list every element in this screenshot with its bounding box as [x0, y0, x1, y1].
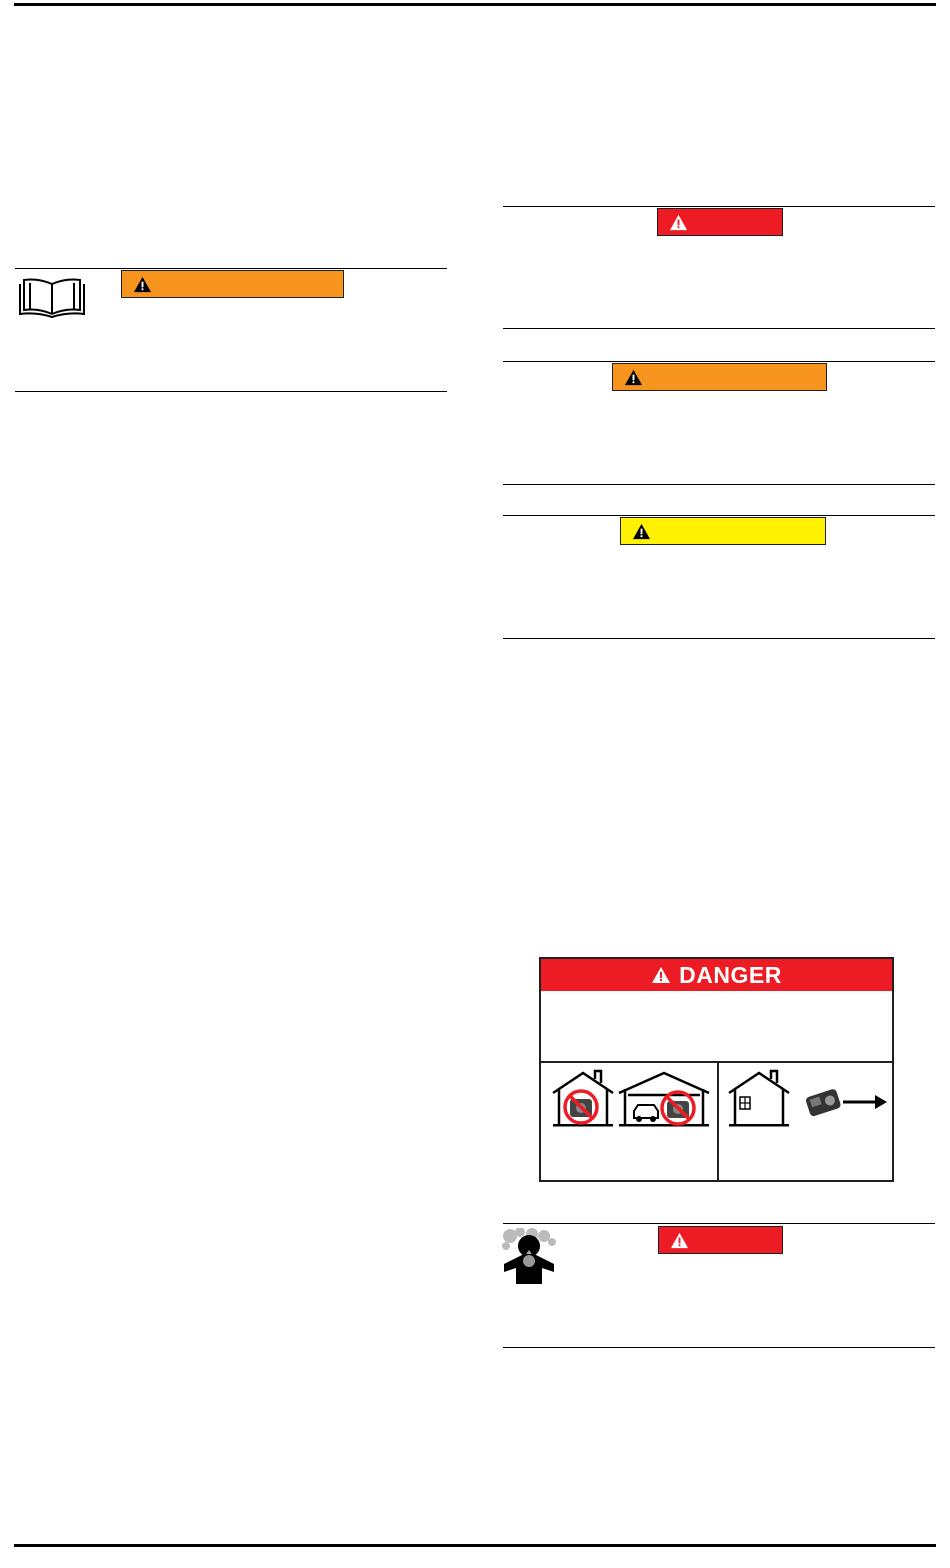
manual-warning-bottom-rule	[15, 391, 447, 392]
alert-triangle-icon	[669, 213, 688, 232]
danger-label-header	[541, 959, 892, 991]
manual-warning-top-rule	[15, 268, 447, 269]
caution-block-top-rule	[503, 515, 935, 516]
alert-triangle-icon	[670, 1231, 689, 1250]
danger-label-column-divider	[717, 1063, 719, 1180]
danger-label-title: DANGER	[679, 961, 782, 988]
caution-block-bottom-rule	[503, 638, 935, 639]
house-generator-outdoors-icon	[727, 1069, 889, 1127]
danger-signal	[657, 208, 783, 236]
danger-block-bottom-rule	[503, 328, 935, 329]
manual-warning-signal	[121, 270, 344, 298]
danger-block-top-rule	[503, 206, 935, 207]
page-top-rule	[14, 3, 936, 6]
warning-signal	[612, 363, 827, 391]
alert-triangle-icon	[624, 368, 643, 387]
warning-block-top-rule	[503, 361, 935, 362]
alert-triangle-icon	[632, 522, 651, 541]
inhalation-hazard-icon	[502, 1228, 556, 1284]
alert-triangle-icon	[133, 275, 152, 294]
house-no-generator-icon	[551, 1069, 615, 1127]
open-book-icon	[18, 276, 86, 318]
warning-block-bottom-rule	[503, 484, 935, 485]
danger-label-box	[539, 957, 894, 1182]
alert-triangle-icon	[651, 966, 671, 984]
page-bottom-rule	[14, 1544, 936, 1547]
exhaust-danger-top-rule	[503, 1223, 935, 1224]
garage-no-generator-icon	[617, 1069, 711, 1127]
exhaust-danger-bottom-rule	[503, 1347, 935, 1348]
caution-signal	[620, 517, 826, 545]
exhaust-danger-signal	[658, 1226, 783, 1254]
